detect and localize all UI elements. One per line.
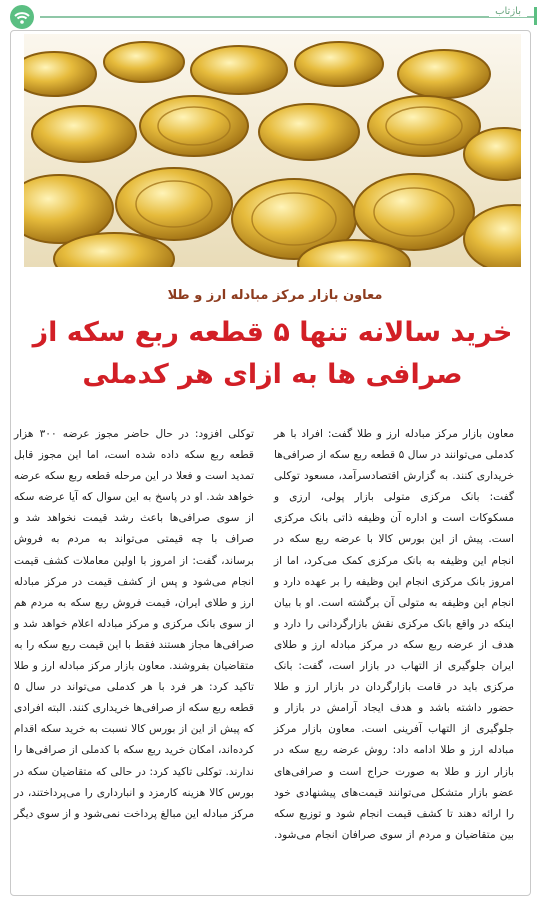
section-tag: بازتاب [489,6,527,17]
page-header [0,0,545,34]
gold-coins-photo [24,34,521,267]
header-rule [40,16,537,18]
article-body: معاون بازار مرکز مبادله ارز و طلا گفت: افراد با هر کدملی می‌توانند در سال ۵ قطعه ربع سکه از صرافی‌ها خریداری کنند. به گزارش اقتصادسرآمد، مسعود توکلی گفت: بانک مرکزی متولی بازار پولی، ارزی و مسکوکات است و اداره آن وظیفه ذاتی بانک مرکزی است. پیش از این بورس کالا با عرضه ربع سکه در انجام این وظیفه به بانک مرکزی کمک می‌کرد، اما از امروز بانک مرکزی انجام این وظیفه را بر عهده دارد و انجام این وظیفه به متولی آن برگشته است. او با بیان اینکه در واقع بانک مرکزی نقش بازارگردانی را دارد و هدف از عرضه ربع سکه در مرکز مبادله ارز و طلای ایران جلوگیری از التهاب در بازار است، گفت: بانک مرکزی باید در قامت بازارگردان در بازار ارز و طلا حضور داشته باشد و هدف ایجاد آرامش در بازار و جلوگیری از التهاب آفرینی است. معاون بازار مرکز مبادله ارز و طلا ادامه داد: روش عرضه ربع سکه در بازار ارز و طلا به صورت حراج است و صرافی‌های عضو بازار متشکل می‌توانند قیمت‌های پیشنهادی خود را ارائه دهند تا کشف قیمت انجام شود و توزیع سکه بین متقاضیان و مردم از سوی صرافان انجام می‌شود. توکلی افزود: در حال حاضر مجوز عرضه ۳۰۰ هزار قطعه ربع سکه داده شده است، اما این مجوز قابل تمدید است و فعلا در این مرحله قطعه ربع سکه عرضه خواهد شد. او در پاسخ به این سوال که آیا عرضه سکه از سوی صرافی‌ها باعث رشد قیمت نخواهد شد و صراف با چه قیمتی می‌تواند به مردم به فروش برساند، گفت: از امروز با اولین معاملات کشف قیمت انجام می‌شود و پس از کشف قیمت در مرکز مبادله ارز و طلای ایران، قیمت فروش ربع سکه به مردم هم از سوی بانک مرکزی و مرکز مبادله اعلام خواهد شد و صرافی‌ها مجاز هستند فقط با این قیمت ربع سکه را به متقاضیان بفروشند. معاون بازار مرکز مبادله ارز و طلا تاکید کرد: هر فرد با هر کدملی می‌تواند در سال ۵ قطعه ربع سکه از صرافی‌ها خریداری کنند. البته افرادی که پیش از این از بورس کالا نسبت به خرید سکه اقدام کرده‌اند، امکان خرید ربع سکه با کدملی از صرافی‌ها را ندارند. توکلی تاکید کرد: در حالی که متقاضیان سکه در بورس کالا هزینه کارمزد و انبارداری را می‌پرداختند، در مرکز مبادله این مبالغ پرداخت نمی‌شود و از سوی دیگر [14,428,514,841]
article-headline: خرید سالانه تنها ۵ قطعه ربع سکه از صرافی ها به ازای هر کدملی [32,317,513,390]
wifi-icon [8,4,36,30]
section-mark [534,7,537,25]
article-subtitle: معاون بازار مرکز مبادله ارز و طلا [167,288,383,303]
